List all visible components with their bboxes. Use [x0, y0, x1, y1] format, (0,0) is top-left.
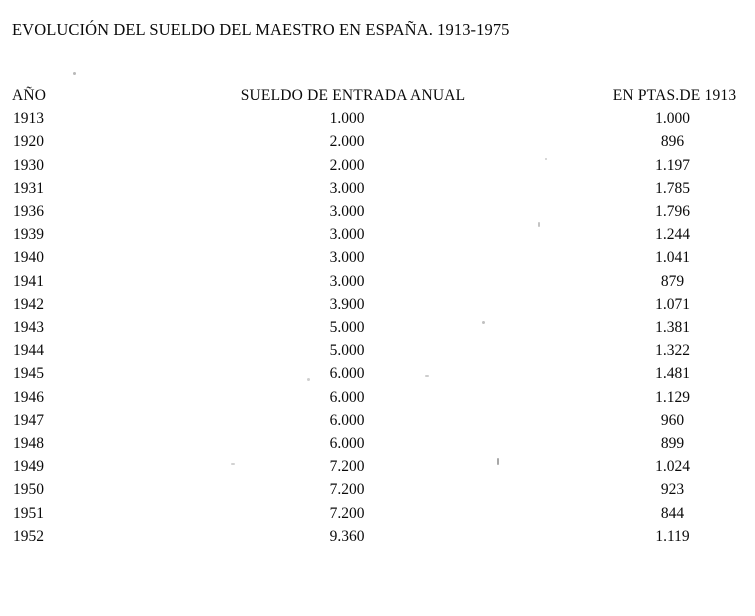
cell-ptas-1913: 1.481 [655, 365, 690, 383]
cell-year: 1943 [13, 319, 44, 337]
scan-speckle [538, 222, 540, 227]
cell-ptas-1913: 1.000 [655, 110, 690, 128]
table-row [12, 478, 755, 501]
table-row [12, 107, 755, 130]
table-row [12, 200, 755, 223]
scan-speckle [73, 72, 76, 75]
table-header [12, 84, 755, 107]
cell-year: 1946 [13, 388, 44, 406]
cell-salary: 2.000 [329, 156, 365, 174]
table-row [12, 409, 755, 432]
cell-salary: 3.000 [329, 226, 365, 244]
scan-speckle [497, 458, 499, 465]
cell-year: 1952 [13, 527, 44, 545]
cell-ptas-1913: 1.197 [655, 156, 690, 174]
cell-year: 1931 [13, 179, 44, 197]
cell-year: 1930 [13, 156, 44, 174]
salary-table-container [0, 84, 755, 548]
cell-ptas-1913: 1.119 [655, 527, 690, 545]
cell-salary: 3.000 [329, 203, 365, 221]
scan-speckle [482, 321, 485, 324]
cell-year: 1948 [13, 435, 44, 453]
cell-salary: 7.200 [329, 458, 365, 476]
cell-ptas-1913: 1.381 [655, 319, 690, 337]
cell-ptas-1913: 899 [660, 435, 685, 453]
cell-ptas-1913: 1.129 [655, 388, 690, 406]
cell-ptas-1913: 1.244 [655, 226, 690, 244]
cell-salary: 9.360 [329, 527, 365, 545]
cell-salary: 6.000 [329, 365, 365, 383]
table-row [12, 339, 755, 362]
scan-speckle [425, 375, 429, 377]
table-row [12, 455, 755, 478]
cell-salary: 6.000 [329, 411, 365, 429]
table-row [12, 246, 755, 269]
cell-ptas-1913: 1.785 [655, 179, 690, 197]
cell-year: 1936 [13, 203, 44, 221]
cell-salary: 7.200 [329, 481, 365, 499]
table-row [12, 386, 755, 409]
cell-salary: 2.000 [329, 133, 365, 151]
cell-salary: 3.000 [329, 179, 365, 197]
cell-year: 1945 [13, 365, 44, 383]
scan-speckle [307, 378, 310, 381]
cell-salary: 7.200 [329, 504, 365, 522]
table-row [12, 293, 755, 316]
table-row [12, 130, 755, 153]
cell-ptas-1913: 960 [660, 411, 685, 429]
cell-salary: 5.000 [329, 319, 365, 337]
cell-ptas-1913: 923 [660, 481, 685, 499]
cell-year: 1942 [13, 295, 44, 313]
table-row [12, 223, 755, 246]
cell-year: 1951 [13, 504, 44, 522]
column-header-salary: SUELDO DE ENTRADA ANUAL [240, 87, 466, 104]
table-row [12, 270, 755, 293]
cell-salary: 5.000 [329, 342, 365, 360]
column-header-year: AÑO [12, 87, 47, 104]
cell-year: 1950 [13, 481, 44, 499]
table-row [12, 525, 755, 548]
cell-ptas-1913: 1.796 [655, 203, 690, 221]
scan-speckle [545, 158, 547, 160]
table-row [12, 362, 755, 385]
cell-year: 1941 [13, 272, 44, 290]
cell-salary: 3.000 [329, 249, 365, 267]
cell-salary: 6.000 [329, 435, 365, 453]
cell-ptas-1913: 1.322 [655, 342, 690, 360]
cell-year: 1939 [13, 226, 44, 244]
page-title: EVOLUCIÓN DEL SUELDO DEL MAESTRO EN ESPAÑA. 1913-1975 [12, 20, 510, 39]
cell-salary: 3.000 [329, 272, 365, 290]
cell-year: 1949 [13, 458, 44, 476]
table-row [12, 432, 755, 455]
cell-salary: 3.900 [329, 295, 365, 313]
table-row [12, 502, 755, 525]
cell-ptas-1913: 844 [660, 504, 685, 522]
cell-ptas-1913: 896 [660, 133, 685, 151]
cell-year: 1920 [13, 133, 44, 151]
cell-year: 1913 [13, 110, 44, 128]
table-row [12, 177, 755, 200]
cell-year: 1940 [13, 249, 44, 267]
column-header-ptas: EN PTAS.DE 1913 [612, 87, 737, 104]
table-row [12, 154, 755, 177]
cell-salary: 6.000 [329, 388, 365, 406]
table-header-row [12, 84, 755, 107]
salary-table [12, 84, 755, 548]
cell-ptas-1913: 1.041 [655, 249, 690, 267]
cell-year: 1947 [13, 411, 44, 429]
cell-ptas-1913: 1.024 [655, 458, 690, 476]
cell-salary: 1.000 [329, 110, 365, 128]
scan-speckle [231, 463, 235, 465]
cell-ptas-1913: 1.071 [655, 295, 690, 313]
table-body [12, 107, 755, 548]
cell-ptas-1913: 879 [660, 272, 685, 290]
table-row [12, 316, 755, 339]
cell-year: 1944 [13, 342, 44, 360]
